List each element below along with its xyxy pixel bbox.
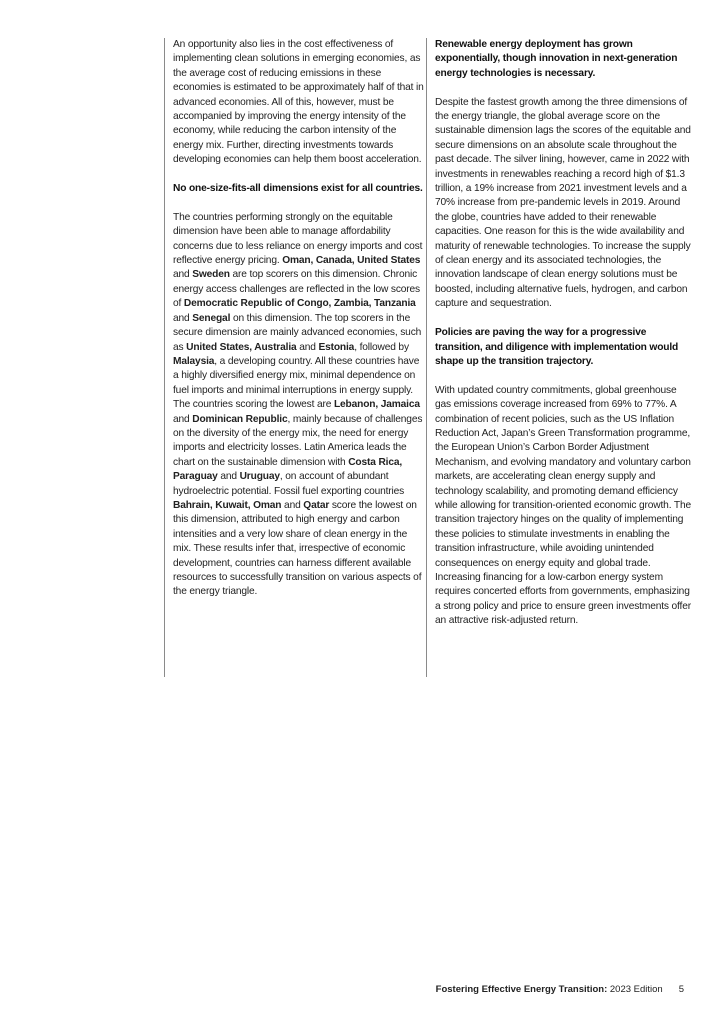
heading-policies: Policies are paving the way for a progressive transition, and diligence with implementation would shape up the transition trajectory. — [435, 327, 679, 367]
paragraph-policy-commitments: With updated country commitments, global greenhouse gas emissions coverage increased from 69% to 77%. A combination of recent policies, such as the US Inflation Reduction Act, Japan’s Green Transformation programme, the European Union’s Carbon Border Adjustment Mechanism, and evolving mandatory and voluntary carbon markets, are accelerating clean energy supply and technology scalability, and promoting demand efficiency while allowing for transition-oriented economic growth. The transition trajectory hinges on the quality of implementing these policies to stimulate investments in enabling the transition infrastructure, while avoiding unintended consequences on energy equity and global trade. Increasing financing for a low-carbon energy system requires concerted efforts from governments, emphasizing a strong policy and price to ensure green investments offer an attractive risk-adjusted return. — [435, 384, 691, 627]
paragraph-cost-effectiveness: An opportunity also lies in the cost effectiveness of implementing clean solutions in emerging economies, as the average cost of reducing emissions in these economies is estimated to be approximately half of that in advanced economies. All of this, however, must be accompanied by improving the energy intensity of the economy, while reducing the carbon intensity of the energy mix. Further, directing investments towards developing economies can help them boost acceleration. — [173, 39, 424, 166]
footer-report-title: Fostering Effective Energy Transition: — [435, 984, 608, 995]
page-footer — [436, 984, 684, 995]
heading-no-one-size: No one-size-fits-all dimensions exist for all countries. — [173, 183, 423, 195]
footer-edition: 2023 Edition — [607, 984, 663, 995]
right-column — [426, 38, 691, 677]
paragraph-renewable-investments: Despite the fastest growth among the three dimensions of the energy triangle, the global average score on the sustainable dimension lags the scores of the equitable and secure dimensions on an absolute scale throughout the past decade. The silver lining, however, came in 2022 with investments in renewables reaching a record high of $1.3 trillion, a 19% increase from 2021 investment levels and a 70% increase from pre-pandemic levels in 2019. Around the globe, countries have added to their renewable capacities. One reason for this is the wide availability and maturity of renewable technologies. To increase the supply of clean energy and its associated technologies, the innovation landscape of clean energy solutions must be boosted, including alternative fuels, hydrogen, and carbon capture and sequestration. — [435, 96, 691, 310]
paragraph-country-performance: The countries performing strongly on the equitable dimension have been able to manage affordability concerns due to less reliance on energy imports and cost reflective energy pricing. Oman, Canada, United States and Sweden are top scorers on this dimension. Chronic energy access challenges are reflected in the low scores of Democratic Republic of Congo, Zambia, Tanzania and Senegal on this dimension. The top scorers in the secure dimension are mainly advanced economies, such as United States, Australia and Estonia, followed by Malaysia, a developing country. All these countries have a highly diversified energy mix, minimal dependence on fuel imports and minimal interruptions in energy supply. The countries scoring the lowest are Lebanon, Jamaica and Dominican Republic, mainly because of challenges on the diversity of the energy mix, the need for energy imports and electricity losses. Latin America leads the chart on the sustainable dimension with Costa Rica, Paraguay and Uruguay, on account of abundant hydroelectric potential. Fossil fuel exporting countries Bahrain, Kuwait, Oman and Qatar score the lowest on this dimension, attributed to high energy and carbon intensities and a very low share of clean energy in the mix. These results infer that, irrespective of economic development, countries can harness different available resources to successfully transition on various aspects of the energy triangle. — [173, 211, 423, 598]
left-column — [164, 38, 425, 677]
page-number: 5 — [678, 984, 684, 995]
heading-renewable-deployment: Renewable energy deployment has grown exponentially, though innovation in next-generation energy technologies is necessary. — [435, 39, 678, 79]
